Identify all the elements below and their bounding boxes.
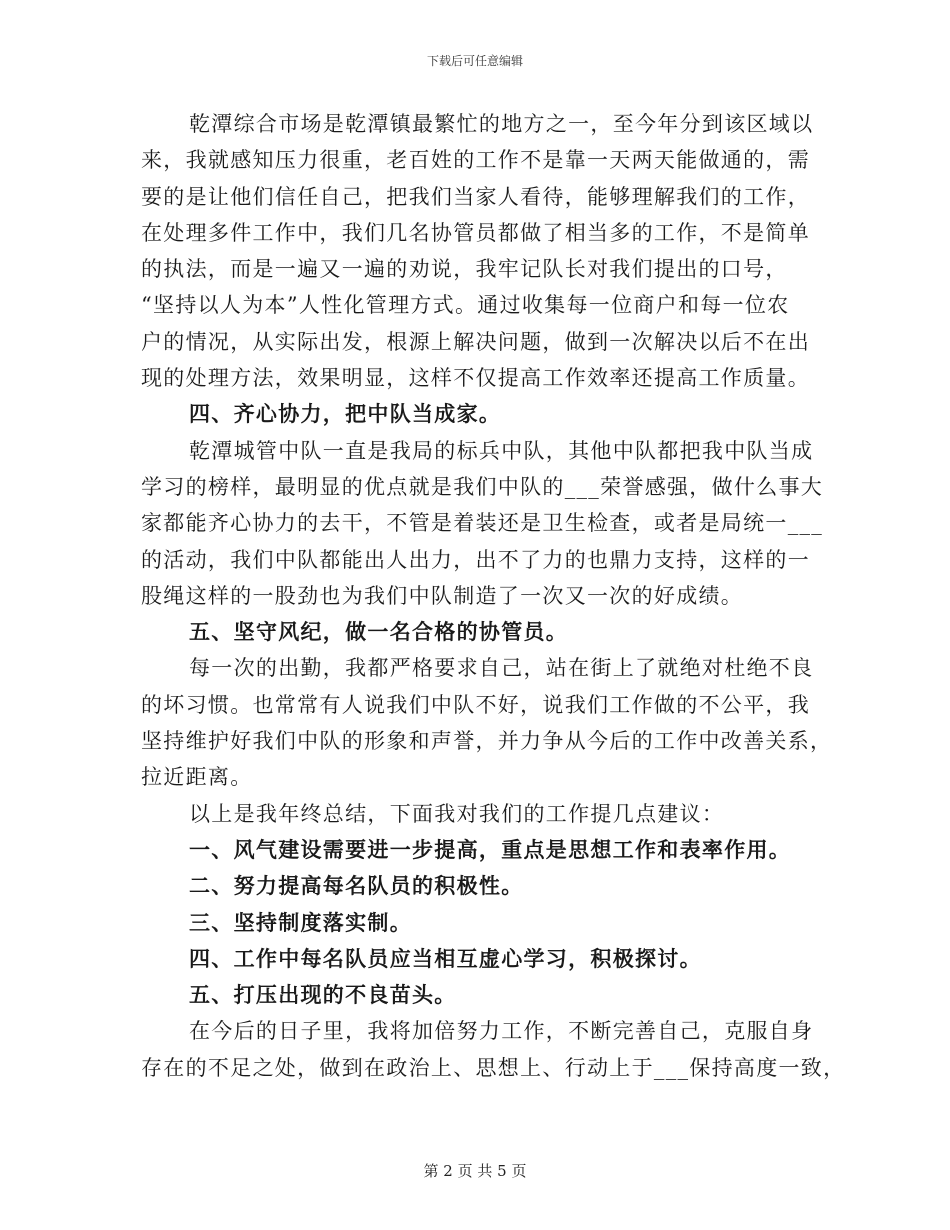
section-heading-line: 四、工作中每名队员应当相互虚心学习，积极探讨。 [189, 945, 702, 971]
paragraph-line: 的执法，而是一遍又一遍的劝说，我牢记队长对我们提出的口号， [141, 257, 788, 282]
section-heading-line: 五、坚守风纪，做一名合格的协管员。 [189, 619, 569, 645]
section-heading-line: 一、风气建设需要进一步提高，重点是思想工作和表率作用。 [189, 836, 792, 862]
page-footer: 第 2 页 共 5 页 [423, 1162, 527, 1180]
paragraph-line: 股绳这样的一股劲也为我们中队制造了一次又一次的好成绩。 [141, 583, 744, 608]
paragraph-line: 坚持维护好我们中队的形象和声誉，并力争从今后的工作中改善关系， [141, 729, 833, 754]
paragraph-line: 学习的榜样，最明显的优点就是我们中队的___荣誉感强，做什么事大 [141, 474, 824, 499]
paragraph-line: 在处理多件工作中，我们几名协管员都做了相当多的工作，不是简单 [141, 220, 810, 245]
section-heading-line: 二、努力提高每名队员的积极性。 [189, 873, 524, 899]
paragraph-line: 要的是让他们信任自己，把我们当家人看待，能够理解我们的工作， [141, 184, 810, 209]
paragraph-line: 存在的不足之处，做到在政治上、思想上、行动上于___保持高度一致， [141, 1055, 846, 1080]
document-body [141, 106, 846, 1086]
paragraph-line: 乾潭综合市场是乾潭镇最繁忙的地方之一，至今年分到该区域以 [189, 112, 814, 136]
paragraph-line: “坚持以人为本”人性化管理方式。通过收集每一位商户和每一位农 [141, 293, 790, 318]
section-heading-line: 四、齐心协力，把中队当成家。 [189, 401, 502, 427]
paragraph-line: 家都能齐心协力的去干，不管是着装还是卫生检查，或者是局统一___ [141, 511, 824, 536]
section-heading-line: 三、坚持制度落实制。 [189, 909, 412, 935]
paragraph-line: 的坏习惯。也常常有人说我们中队不好，说我们工作做的不公平，我 [141, 692, 810, 717]
page-header: 下载后可任意编辑 [426, 54, 523, 68]
paragraph-line: 乾潭城管中队一直是我局的标兵中队，其他中队都把我中队当成 [189, 438, 814, 463]
paragraph-line: 的活动，我们中队都能出人出力，出不了力的也鼎力支持，这样的一 [141, 547, 810, 572]
section-heading-line: 五、打压出现的不良苗头。 [189, 982, 457, 1008]
paragraph-line: 拉近距离。 [141, 765, 253, 790]
paragraph-line: 每一次的出勤，我都严格要求自己，站在街上了就绝对杜绝不良 [189, 656, 814, 681]
paragraph-line: 现的处理方法，效果明显，这样不仅提高工作效率还提高工作质量。 [141, 366, 810, 391]
paragraph-line: 在今后的日子里，我将加倍努力工作，不断完善自己，克服自身 [189, 1019, 814, 1044]
paragraph-line: 户的情况，从实际出发，根源上解决问题，做到一次解决以后不在出 [141, 329, 810, 354]
paragraph-line: 来，我就感知压力很重，老百姓的工作不是靠一天两天能做通的，需 [141, 148, 810, 173]
paragraph-line: 以上是我年终总结，下面我对我们的工作提几点建议： [189, 801, 725, 826]
